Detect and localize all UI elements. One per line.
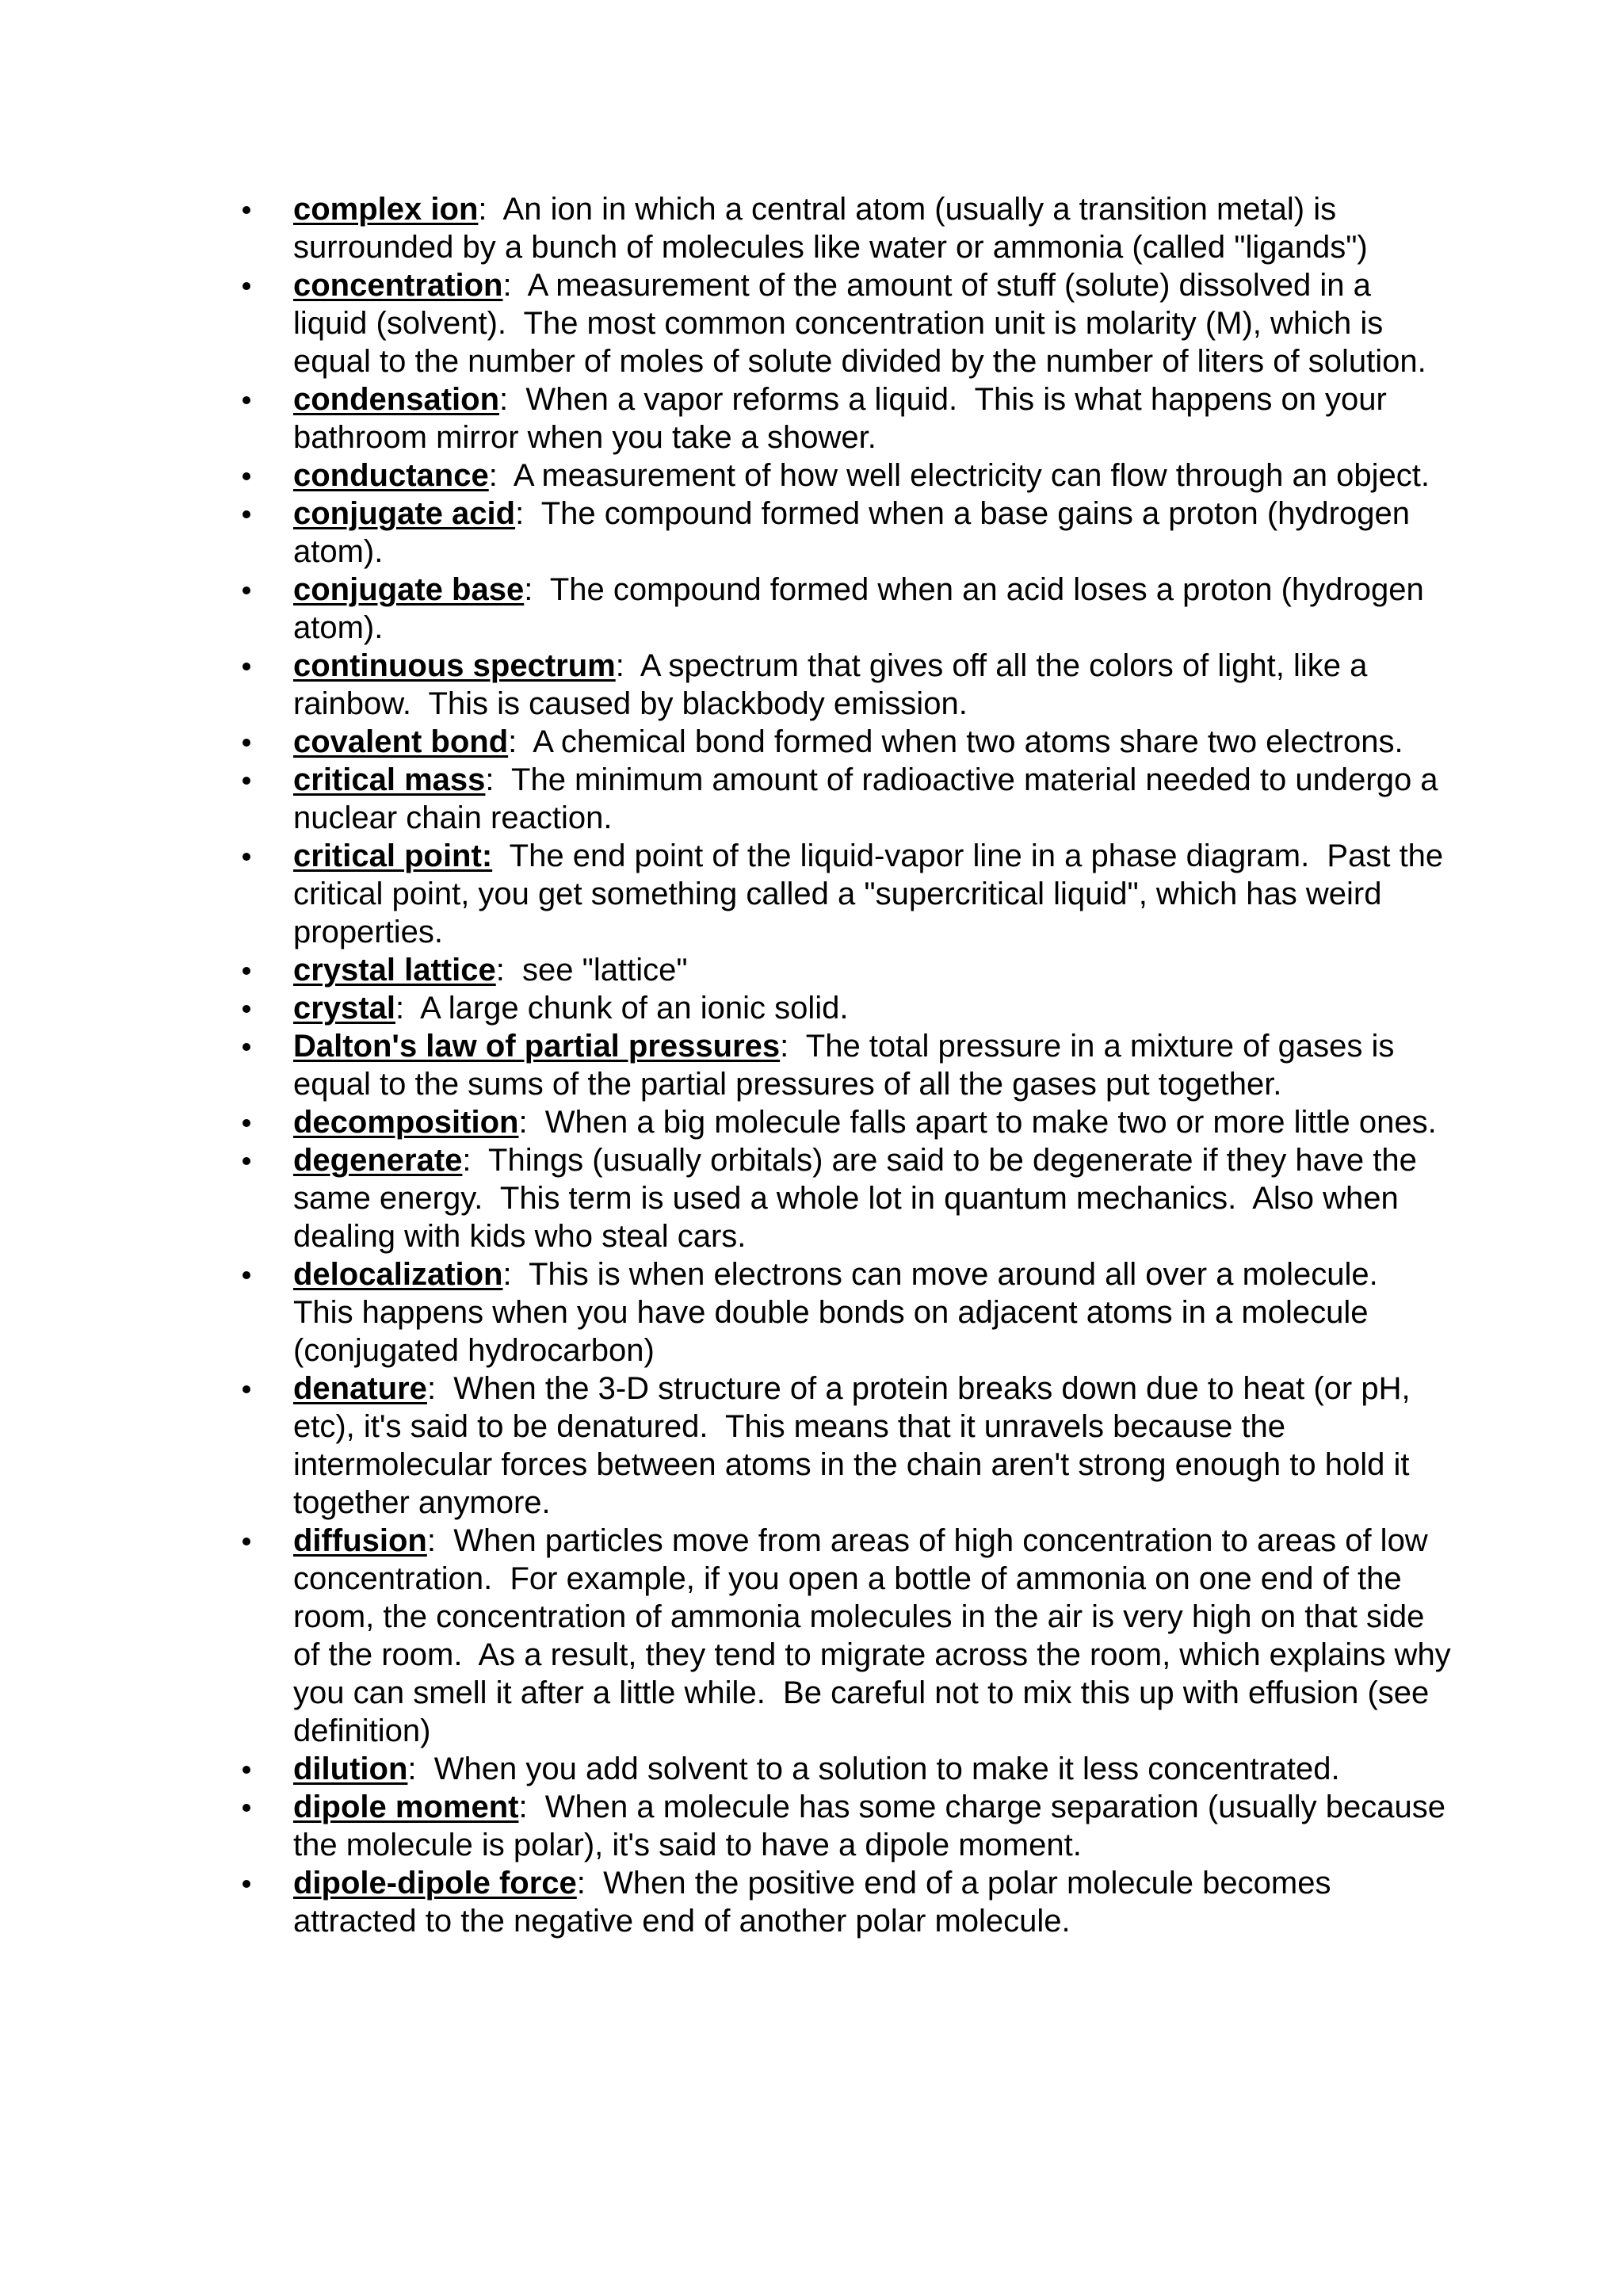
bullet-icon [242,206,250,214]
glossary-entry [0,761,1623,837]
bullet-icon [242,1766,250,1774]
bullet-icon [242,663,250,670]
glossary-entry [0,1027,1623,1103]
glossary-entry [0,457,1623,495]
glossary-definition: When a vapor reforms a liquid. This is what happens on your bathroom mirror when you take a shower. [293,382,1396,455]
term-separator: : [502,1257,529,1292]
glossary-term: continuous spectrum [293,648,616,683]
bullet-icon [242,1538,250,1545]
bullet-icon [242,967,250,975]
glossary-entry [0,571,1623,647]
glossary-definition: When the 3-D structure of a protein breaks down due to heat (or pH, etc), it's said to be denatured. This means that it unravels because the intermolecular forces between atoms in the chain aren't strong enough to hold it together anymore. [293,1371,1419,1520]
term-separator: : [780,1029,806,1064]
glossary-entry [0,266,1623,380]
glossary-term: covalent bond [293,724,509,759]
glossary-entry [0,723,1623,761]
term-separator: : [495,953,523,988]
bullet-icon [242,586,250,594]
glossary-term: degenerate [293,1143,463,1178]
bullet-icon [242,1385,250,1393]
glossary-term: diffusion [293,1523,427,1558]
term-separator: : [478,192,503,227]
term-separator: : [508,724,533,759]
glossary-definition: Things (usually orbitals) are said to be degenerate if they have the same energy. This term is used a whole lot in quantum mechanics. Also when dealing with kids who steal cars. [293,1143,1426,1254]
bullet-icon [242,1880,250,1888]
glossary-definition: This is when electrons can move around all over a molecule. This happens when you have double bonds on adjacent atoms in a molecule (conjugated hydrocarbon) [293,1257,1396,1368]
bullet-icon [242,1804,250,1812]
glossary-entry [0,989,1623,1027]
glossary-term: concentration [293,268,503,303]
term-separator: : [462,1143,489,1178]
bullet-icon [242,282,250,290]
glossary-entry [0,380,1623,457]
term-separator: : [576,1866,604,1901]
glossary-entry [0,837,1623,951]
glossary-term: conductance [293,458,489,493]
glossary-term: Dalton's law of partial pressures [293,1029,781,1064]
glossary-entry [0,1750,1623,1788]
glossary-term: conjugate acid [293,496,516,531]
glossary-entry [0,1255,1623,1370]
term-separator: : [499,382,526,417]
glossary-definition: A measurement of how well electricity can flow through an object. [513,458,1430,493]
glossary-term: condensation [293,382,500,417]
glossary-term: denature [293,1371,427,1406]
glossary-list [0,190,1623,1940]
bullet-icon [242,396,250,404]
term-separator: : [426,1523,454,1558]
bullet-icon [242,739,250,747]
glossary-entry [0,951,1623,989]
glossary-definition: An ion in which a central atom (usually a transition metal) is surrounded by a bunch of molecules like water or ammonia (called "ligands") [293,192,1368,265]
glossary-term: dilution [293,1752,408,1786]
glossary-definition: The end point of the liquid-vapor line in a phase diagram. Past the critical point, you get something called a "supercritical liquid", which has weird properties. [293,839,1453,949]
glossary-definition: A chemical bond formed when two atoms share two electrons. [533,724,1403,759]
glossary-term: decomposition [293,1105,519,1140]
glossary-term: dipole-dipole force [293,1866,577,1901]
term-separator: : [518,1790,545,1824]
glossary-definition: When a molecule has some charge separation (usually because the molecule is polar), it's said to have a dipole moment. [293,1790,1455,1862]
glossary-definition: When you add solvent to a solution to make it less concentrated. [433,1752,1340,1786]
bullet-icon [242,1005,250,1013]
glossary-entry [0,1370,1623,1522]
bullet-icon [242,510,250,518]
glossary-definition: The total pressure in a mixture of gases is equal to the sums of the partial pressures of all the gases put together. [293,1029,1403,1102]
glossary-term: dipole moment [293,1790,519,1824]
term-separator: : [524,572,550,607]
term-separator: : [488,458,514,493]
glossary-entry [0,1864,1623,1940]
term-separator: : [502,268,528,303]
bullet-icon [242,1157,250,1165]
glossary-entry [0,495,1623,571]
glossary-entry [0,1522,1623,1750]
glossary-entry [0,647,1623,723]
bullet-icon [242,1119,250,1127]
glossary-definition: When particles move from areas of high concentration to areas of low concentration. For example, if you open a bottle of ammonia on one end of the room, the concentration of ammonia molecules in the air is very high on that side of the room. As a result, they tend to migrate across the room, which explains why you can smell it after a little while. Be careful not to mix this up with effusion (see definition) [293,1523,1460,1748]
term-separator: : [407,1752,434,1786]
glossary-definition: A spectrum that gives off all the colors of light, like a rainbow. This is caused by blackbody emission. [293,648,1377,721]
term-separator: : [615,648,640,683]
bullet-icon [242,853,250,861]
bullet-icon [242,1043,250,1051]
glossary-term: complex ion [293,192,479,227]
glossary-definition: The compound formed when a base gains a proton (hydrogen atom). [293,496,1419,569]
bullet-icon [242,777,250,785]
glossary-term: crystal lattice [293,953,496,988]
glossary-entry [0,1141,1623,1255]
term-separator: : [426,1371,454,1406]
glossary-entry [0,1103,1623,1141]
glossary-term: critical mass [293,762,486,797]
term-separator [492,839,510,873]
term-separator: : [395,991,421,1026]
term-separator: : [485,762,512,797]
bullet-icon [242,472,250,480]
glossary-definition: The compound formed when an acid loses a proton (hydrogen atom). [293,572,1433,645]
glossary-definition: see "lattice" [522,953,688,988]
bullet-icon [242,1271,250,1279]
glossary-definition: A large chunk of an ionic solid. [420,991,849,1026]
glossary-definition: When a big molecule falls apart to make two or more little ones. [544,1105,1437,1140]
glossary-term: crystal [293,991,395,1026]
term-separator: : [518,1105,545,1140]
glossary-definition: A measurement of the amount of stuff (solute) dissolved in a liquid (solvent). The most common concentration unit is molarity (M), which is equal to the number of moles of solute divided by the number of liters of solution. [293,268,1426,379]
glossary-entry [0,190,1623,266]
glossary-entry [0,1788,1623,1864]
term-separator: : [515,496,541,531]
glossary-term: delocalization [293,1257,503,1292]
glossary-term: conjugate base [293,572,525,607]
glossary-definition: When the positive end of a polar molecule becomes attracted to the negative end of another polar molecule. [293,1866,1340,1939]
glossary-definition: The minimum amount of radioactive material needed to undergo a nuclear chain reaction. [293,762,1447,835]
glossary-term: critical point: [293,839,493,873]
